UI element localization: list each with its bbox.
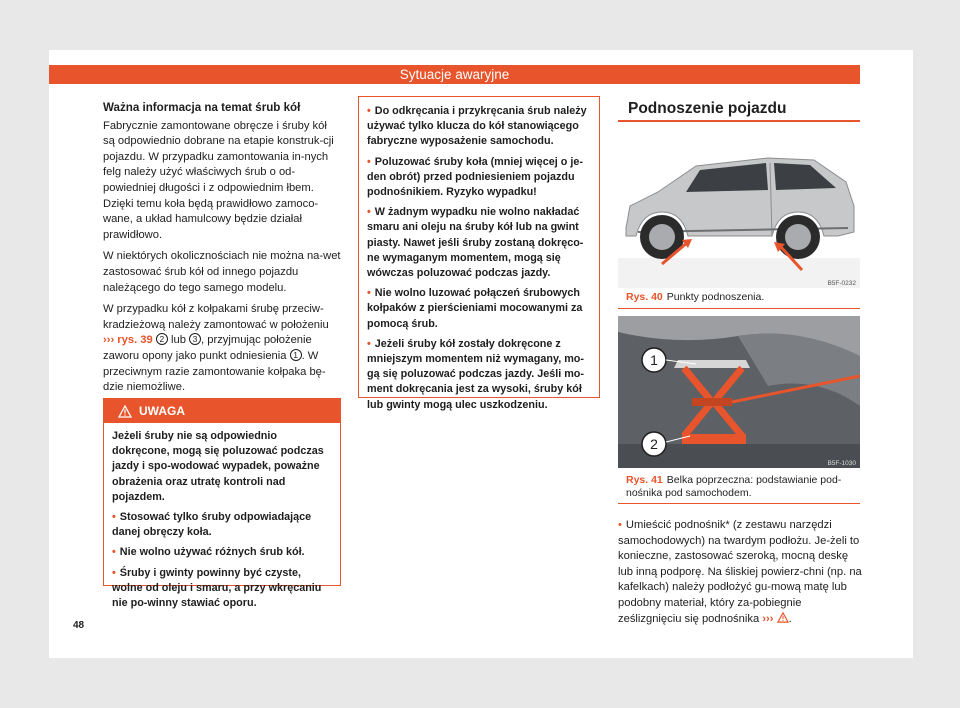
caption-text: Belka poprzeczna: podstawianie pod-nośnika pod samochodem. xyxy=(626,474,842,499)
warning-triangle-icon xyxy=(118,405,132,418)
bullet-icon: • xyxy=(367,337,371,350)
paragraph-3-part-b: , przyjmując położenie zaworu opony jako punkt odniesienia xyxy=(103,334,312,362)
reference-arrows: ››› xyxy=(762,612,774,625)
warning-item: • Jeżeli śruby kół zostały dokręcone z mniejszym momentem niż wymagany, mo-gą się poluzować podczas jazdy. Jeśli mo-ment dokręcania jest za wysoki, śruby kół lub gwinty mogą ulec uszkodzeniu. xyxy=(367,337,584,411)
title-underline xyxy=(618,120,860,122)
bullet-icon: • xyxy=(112,566,116,579)
bullet-icon: • xyxy=(367,155,371,168)
paragraph-3-part-a: W przypadku kół z kołpakami śrubę przeciw-kradzieżową należy zamontować w położeniu xyxy=(103,303,329,331)
warning-triangle-icon xyxy=(777,612,789,623)
figure-label: Rys. 40 xyxy=(626,291,663,303)
paragraph-3-or: lub xyxy=(170,334,186,347)
bullet-icon: • xyxy=(367,105,371,117)
callout-number-3: 3 xyxy=(189,333,201,345)
column-left xyxy=(103,100,341,402)
warning-header xyxy=(104,399,340,423)
warning-item: • Nie wolno używać różnych śrub kół. xyxy=(112,546,305,559)
figure-jack-placement xyxy=(618,316,860,468)
warning-item: • Nie wolno luzować połączeń śrubowych kołpaków z pierścieniami mocowanymi za pomocą śrub. xyxy=(367,287,583,330)
warning-item: • Śruby i gwinty powinny być czyste, wolne od oleju i smaru, a przy wkręcaniu nie po-winny stawiać oporu. xyxy=(112,566,322,610)
warning-item: • Stosować tylko śruby odpowiadające danej obręczy koła. xyxy=(112,511,312,539)
warning-continuation-box xyxy=(358,96,600,411)
figure-caption xyxy=(626,291,854,304)
paragraph-1: Fabrycznie zamontowane obręcze i śruby kół są odpowiednio dobrane na etapie konstruk-cji pojazdu. W przypadku zamontowania in-nych felg należy użyć właściwych śrub o od-powiedniej długości i z odpowiednim łbem. Dzięki temu koła będą prawidłowo zamoco-wane, a układ hamulcowy będzie działał prawidłowo. xyxy=(103,119,334,241)
bullet-icon: • xyxy=(618,519,622,531)
warning-title: UWAGA xyxy=(139,404,185,418)
caption-text: Punkty podnoszenia. xyxy=(666,291,765,303)
callout-number-1: 1 xyxy=(290,349,302,361)
warning-body xyxy=(104,423,340,611)
bullet-icon: • xyxy=(112,511,116,524)
car-side-illustration xyxy=(618,136,860,288)
bullet-icon: • xyxy=(367,206,371,219)
paragraph-2: W niektórych okolicznościach nie można na-wet zastosować śrub kół od innego pojazdu należącego do tego samego modelu. xyxy=(103,250,341,294)
paragraph-3 xyxy=(103,302,341,396)
figure-label: Rys. 41 xyxy=(626,474,663,486)
warning-item: • W żadnym wypadku nie wolno nakładać smaru ani oleju na śruby kół lub na gwint piasty. Nawet jeśli śruby zostaną dokręco-ne wymaganym momentem, mogą się wówczas poluzować podczas jazdy. xyxy=(367,206,584,280)
chapter-header: Sytuacje awaryjne xyxy=(49,65,860,84)
figure-lifting-points xyxy=(618,136,860,288)
jack-illustration xyxy=(618,316,860,468)
figure-caption xyxy=(626,474,854,500)
section-title: Podnoszenie pojazdu xyxy=(628,100,787,117)
page-number: 48 xyxy=(73,620,85,631)
warning-box xyxy=(103,398,341,610)
figure-code: B5F-1030 xyxy=(827,460,856,467)
reference-arrows: ››› xyxy=(103,334,115,347)
instruction-paragraph: • Umieścić podnośnik* (z zestawu narzędzi samochodowych) na twardym podłożu. Je-żeli to konieczne, zastosować szeroką, mocną deskę lub inną podporę. Na śliskiej powierz-chni (np. na kafelkach) należy podłożyć gu-mową matę lub podobny materiał, który za-pobiegnie ześlizgnięciu się podnośnika ››› . xyxy=(618,519,862,625)
callout-number-2: 2 xyxy=(156,333,168,345)
figure-divider xyxy=(618,308,860,309)
section-heading: Ważna informacja na temat śrub kół xyxy=(103,101,301,114)
instruction-text: Umieścić podnośnik* (z zestawu narzędzi samochodowych) na twardym podłożu. Je-żeli to konieczne, zastosować szeroką, mocną deskę lub inną podporę. Na śliskiej powierz-chni (np. na kafelkach) należy podłożyć gu-mową matę lub podobny materiał, który za-pobiegnie ześlizgnięciu się podnośnika xyxy=(618,519,862,625)
warning-item: • Poluzować śruby koła (mniej więcej o je-den obrót) przed podniesieniem pojazdu podnośnikiem. Ryzyko wypadku! xyxy=(367,155,583,199)
bullet-icon: • xyxy=(367,287,371,300)
paragraph-3-part-c: . W przeciwnym razie zamontowanie kołpaka bę-dzie niemożliwe. xyxy=(103,349,326,394)
warning-intro: Jeżeli śruby nie są odpowiednio dokręcone, mogą się poluzować podczas jazdy i spo-wodować wypadek, poważne obrażenia oraz utratę kontroli nad pojazdem. xyxy=(112,430,324,503)
marker-1: 1 xyxy=(650,352,658,368)
figure-divider xyxy=(618,503,860,504)
figure-reference-link[interactable]: rys. 39 xyxy=(117,334,153,347)
warning-item: • Do odkręcania i przykręcania śrub należy używać tylko klucza do kół stanowiącego fabryczne wyposażenie samochodu. xyxy=(367,105,587,148)
figure-code: B5F-0232 xyxy=(827,280,856,287)
marker-2: 2 xyxy=(650,436,658,452)
bullet-icon: • xyxy=(112,546,116,559)
